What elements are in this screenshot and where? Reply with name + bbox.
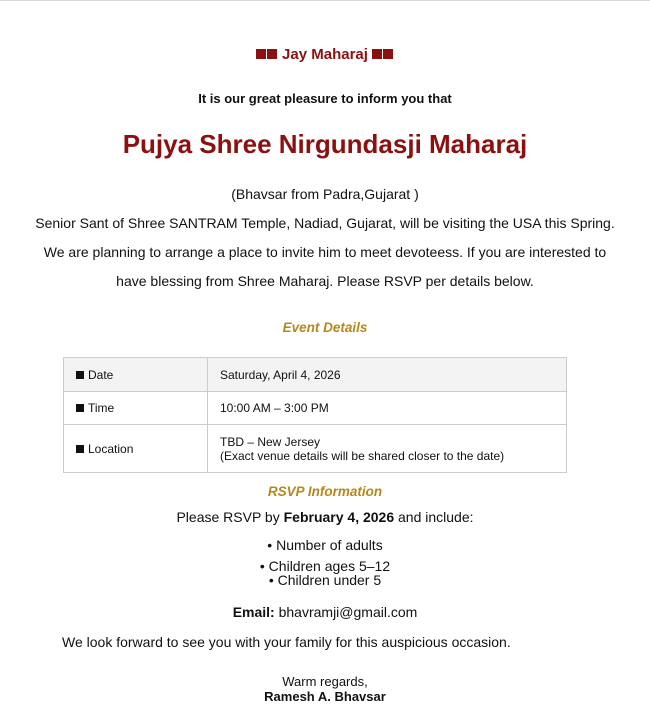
row-label: Location — [64, 425, 208, 473]
closing-text: We look forward to see you with your family for this auspicious occasion. — [62, 634, 511, 650]
list-item: • Children ages 5–12 — [259, 558, 391, 574]
intro-text: It is our great pleasure to inform you that — [198, 91, 452, 106]
table-row — [64, 392, 567, 425]
email-label: Email: — [232, 604, 275, 620]
guest-name: Pujya Shree Nirgundasji Maharaj — [122, 129, 528, 159]
message-line: Senior Sant of Shree SANTRAM Temple, Nadiad, Gujarat, will be visiting the USA this Spring. — [35, 215, 615, 231]
message-line: We are planning to arrange a place to invite him to meet devoteess. If you are interested to — [43, 244, 607, 260]
guest-origin: (Bhavsar from Padra,Gujarat ) — [231, 186, 419, 202]
location-note: (Exact venue details will be shared closer to the date) — [220, 448, 505, 463]
row-value: 10:00 AM – 3:00 PM — [208, 392, 567, 425]
table-row — [64, 425, 567, 473]
top-divider — [0, 0, 650, 1]
email-line — [0, 604, 650, 620]
list-item: • Children under 5 — [268, 572, 382, 588]
list-item: • Number of adults — [267, 537, 383, 553]
bullet-square-icon — [76, 445, 84, 453]
rsvp-deadline: February 4, 2026 — [283, 509, 395, 525]
event-details-table — [63, 357, 567, 473]
email-address[interactable]: bhavramji@gmail.com — [278, 604, 418, 620]
bullet-square-icon — [76, 404, 84, 412]
message-line: have blessing from Shree Maharaj. Please RSVP per details below. — [116, 273, 534, 289]
rsvp-instruction: Please RSVP by February 4, 2026 and include: — [176, 509, 474, 525]
signoff: Warm regards, — [282, 674, 368, 689]
rsvp-heading: RSVP Information — [267, 484, 383, 499]
greeting-header — [0, 46, 650, 63]
message-paragraph — [10, 180, 640, 296]
row-label: Time — [64, 392, 208, 425]
decor-square-icon — [256, 46, 278, 63]
signature: Ramesh A. Bhavsar — [264, 689, 386, 704]
row-value — [208, 425, 567, 473]
row-value: Saturday, April 4, 2026 — [208, 358, 567, 392]
row-label: Date — [64, 358, 208, 392]
decor-square-icon — [372, 46, 394, 63]
table-row — [64, 358, 567, 392]
bullet-square-icon — [76, 371, 84, 379]
event-details-heading: Event Details — [282, 320, 368, 335]
greeting-text: Jay Maharaj — [282, 46, 368, 63]
location-value: TBD – New Jersey — [220, 434, 321, 449]
